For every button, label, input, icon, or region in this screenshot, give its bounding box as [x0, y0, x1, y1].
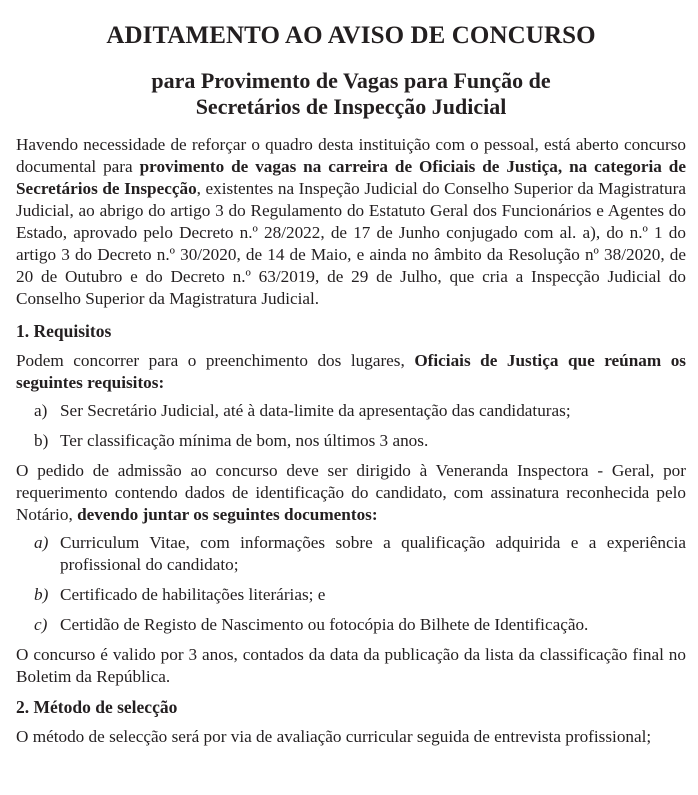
- list-marker: b): [34, 431, 49, 450]
- intro-bold: provimento de vagas na carreira de Oficiais de Justiça, na categoria de Secretários de Inspecção: [16, 157, 686, 198]
- document-subtitle: [16, 68, 686, 120]
- intro-text-1: Havendo necessidade de reforçar o quadro desta instituição com o pessoal, está aberto concurso documental para: [16, 135, 686, 176]
- list-item: [34, 584, 686, 606]
- application-paragraph: [16, 460, 686, 526]
- section-1-heading: 1. Requisitos: [16, 321, 112, 341]
- requirements-list: [34, 400, 686, 452]
- requirements-intro-bold: Oficiais de Justiça que reúnam os seguintes requisitos:: [16, 351, 686, 392]
- section-2-heading: 2. Método de selecção: [16, 697, 178, 717]
- list-marker: c): [34, 615, 48, 634]
- list-item: [34, 430, 686, 452]
- list-item: [34, 532, 686, 576]
- requirements-intro: [16, 350, 686, 394]
- list-item-text: Certidão de Registo de Nascimento ou fotocópia do Bilhete de Identificação.: [60, 615, 589, 634]
- list-marker: b): [34, 585, 49, 604]
- document-title: ADITAMENTO AO AVISO DE CONCURSO: [106, 22, 596, 49]
- subtitle-line-2: Secretários de Inspecção Judicial: [195, 94, 507, 119]
- intro-paragraph: [16, 134, 686, 310]
- list-item-text: Ser Secretário Judicial, até à data-limite da apresentação das candidaturas;: [60, 401, 571, 420]
- subtitle-line-1: para Provimento de Vagas para Função de: [151, 68, 551, 93]
- list-marker: a): [34, 533, 49, 552]
- list-item: [34, 400, 686, 422]
- list-item-text: Ter classificação mínima de bom, nos últimos 3 anos.: [60, 431, 429, 450]
- application-text: O pedido de admissão ao concurso deve ser dirigido à Veneranda Inspectora - Geral, por requerimento contendo dados de identificação do candidato, com assinatura reconhecida pelo Notário,: [16, 461, 686, 524]
- validity-paragraph: O concurso é valido por 3 anos, contados da data da publicação da lista da classificação final no Boletim da República.: [16, 645, 686, 686]
- intro-text-2: , existentes na Inspeção Judicial do Conselho Superior da Magistratura Judicial, ao abrigo do artigo 3 do Regulamento do Estatuto Geral dos Funcionários e Agentes do Estado, aprovado pelo Decreto n.º 28/2022, de 17 de Junho conjugado com al. a), do n.º 1 do artigo 3 do Decreto n.º 30/2020, de 14 de Maio, e ainda no âmbito da Resolução nº 38/2020, de 20 de Outubro e do Decreto n.º 63/2019, de 29 de Julho, que cria a Inspecção Judicial do Conselho Superior da Magistratura Judicial.: [16, 179, 686, 308]
- documents-list: [34, 532, 686, 636]
- list-item: [34, 614, 686, 636]
- application-bold: devendo juntar os seguintes documentos:: [77, 505, 378, 524]
- requirements-intro-text: Podem concorrer para o preenchimento dos lugares,: [16, 351, 415, 370]
- list-item-text: Certificado de habilitações literárias; e: [60, 585, 326, 604]
- selection-method-paragraph: O método de selecção será por via de avaliação curricular seguida de entrevista profissional;: [16, 727, 652, 746]
- list-marker: a): [34, 401, 48, 420]
- list-item-text: Curriculum Vitae, com informações sobre a qualificação adquirida e a experiência profissional do candidato;: [60, 533, 686, 574]
